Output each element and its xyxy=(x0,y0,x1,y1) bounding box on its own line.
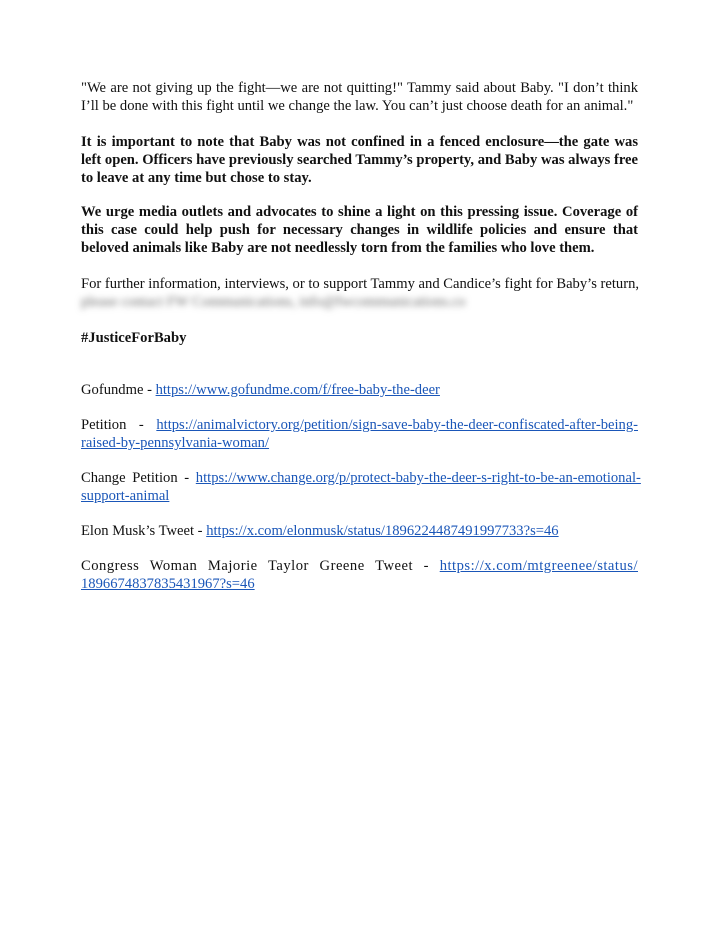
mtg-tweet-link-part2[interactable]: 1896674837835431967?s=46 xyxy=(81,576,255,592)
mtg-tweet-label: Congress Woman Majorie Taylor Greene Tweet - xyxy=(81,558,440,574)
mtg-tweet-link-part1[interactable]: https://x.com/mtgreenee/status/ xyxy=(439,558,638,574)
petition-label: Petition - xyxy=(81,417,157,433)
quote-paragraph: "We are not giving up the fight—we are not quitting!" Tammy said about Baby. "I don’t think I’ll be done with this fight until we change the law. You can’t just choose death for an animal." xyxy=(81,80,638,114)
petition-link-part2[interactable]: raised-by-pennsylvania-woman/ xyxy=(81,435,270,451)
petition-first-line xyxy=(81,416,638,434)
note-paragraph: It is important to note that Baby was not confined in a fenced enclosure—the gate was left open. Officers have previously searched Tammy’s property, and Baby was always free to leave at any time but chose to stay. xyxy=(81,134,638,186)
petition-link-part1[interactable]: https://animalvictory.org/petition/sign-save-baby-the-deer-confiscated-after-being- xyxy=(156,417,638,433)
mtg-tweet-line xyxy=(81,557,638,593)
hashtag: #JusticeForBaby xyxy=(81,330,187,346)
elon-tweet-link[interactable]: https://x.com/elonmusk/status/1896224487491997733?s=46 xyxy=(206,523,559,539)
change-petition-link-part1[interactable]: https://www.change.org/p/protect-baby-the-deer-s-right-to-be-an-emotional- xyxy=(195,470,641,486)
contact-line: For further information, interviews, or to support Tammy and Candice’s fight for Baby’s return, xyxy=(81,276,640,292)
elon-tweet-line xyxy=(81,522,638,540)
change-petition-label: Change Petition - xyxy=(81,470,196,486)
gofundme-link[interactable]: https://www.gofundme.com/f/free-baby-the-deer xyxy=(155,382,440,398)
change-petition-first-line xyxy=(81,469,641,487)
contact-paragraph xyxy=(81,275,638,311)
gofundme-line xyxy=(81,381,638,399)
change-petition-line xyxy=(81,469,641,505)
redacted-contact: please contact FW Communications, info@fwcommunications.co xyxy=(81,294,466,310)
petition-line xyxy=(81,416,638,452)
gofundme-label: Gofundme - xyxy=(81,382,156,398)
change-petition-link-part2[interactable]: support-animal xyxy=(81,488,170,504)
urge-paragraph: We urge media outlets and advocates to shine a light on this pressing issue. Coverage of this case could help push for necessary changes in wildlife policies and ensure that beloved animals like Baby are not needlessly torn from the families who love them. xyxy=(81,204,638,256)
elon-tweet-label: Elon Musk’s Tweet - xyxy=(81,523,207,539)
document-body xyxy=(81,79,641,593)
mtg-tweet-first-line xyxy=(81,557,638,575)
